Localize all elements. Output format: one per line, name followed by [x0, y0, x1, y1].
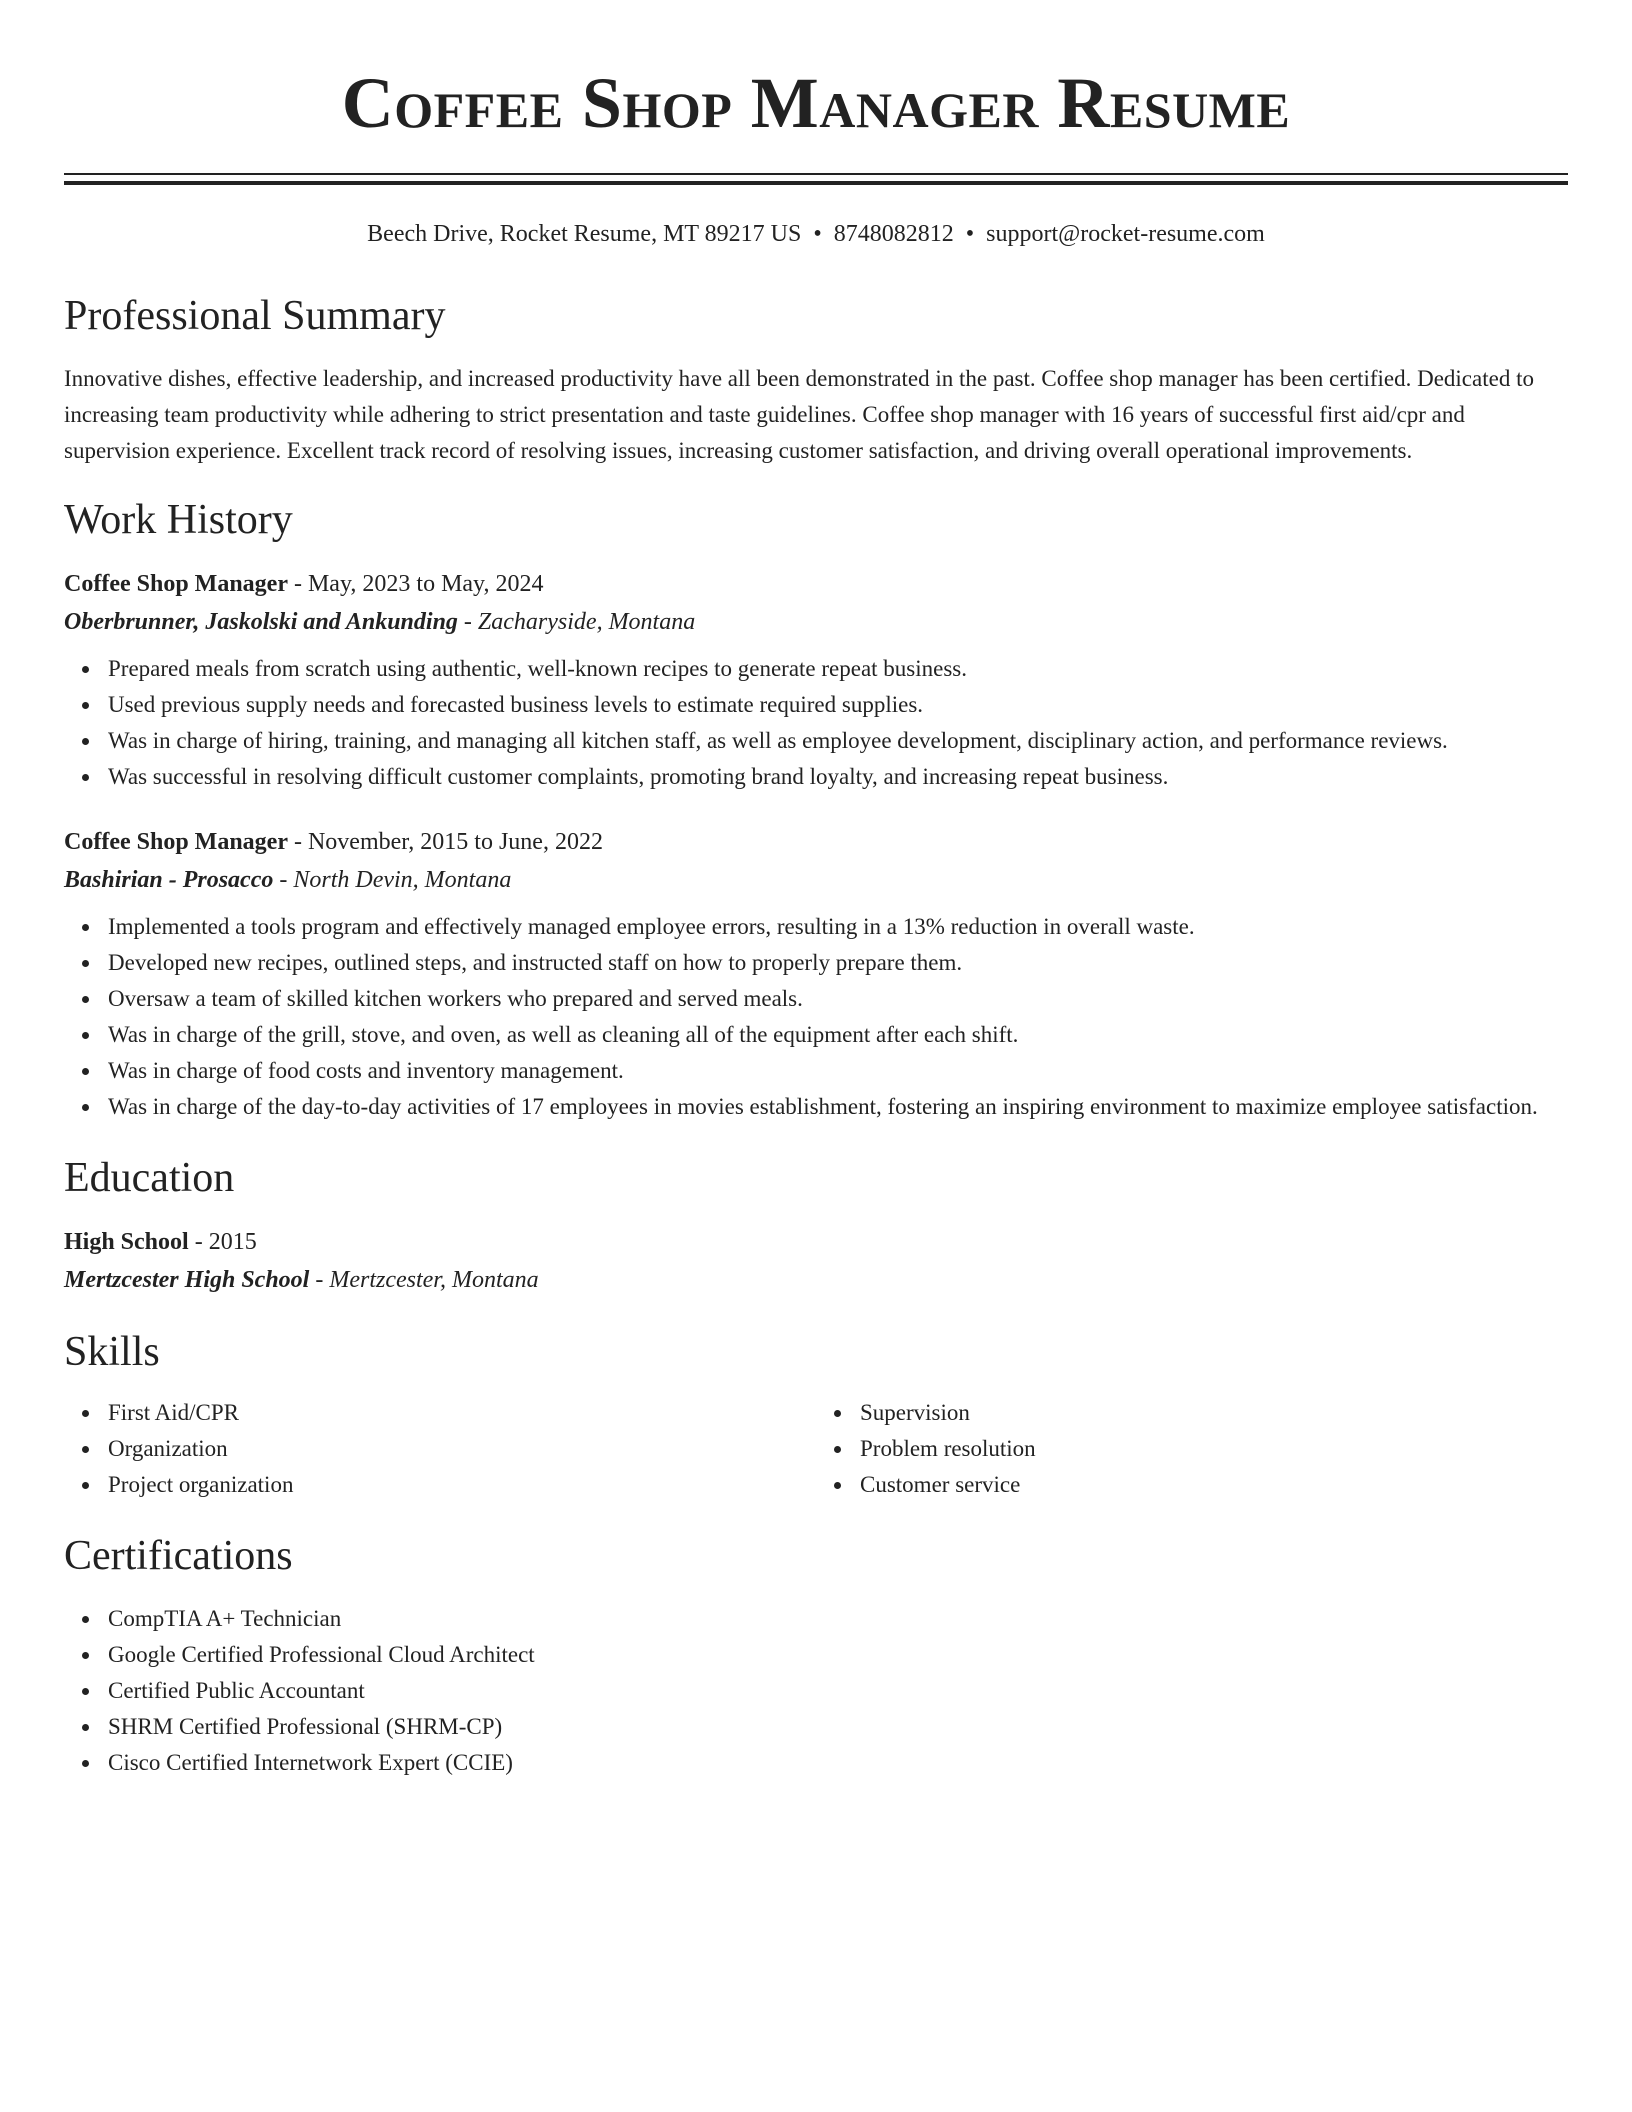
list-item: Oversaw a team of skilled kitchen workers who prepared and served meals. [108, 981, 1568, 1017]
job-entry [64, 567, 1568, 795]
job-title: Coffee Shop Manager [64, 829, 288, 855]
contact-email: support@rocket-resume.com [986, 221, 1265, 247]
list-item: Used previous supply needs and forecasted business levels to estimate required supplies. [108, 687, 1568, 723]
list-item: Was in charge of the grill, stove, and oven, as well as cleaning all of the equipment after each shift. [108, 1017, 1568, 1053]
job-dates: - May, 2023 to May, 2024 [293, 571, 544, 597]
job-location: - North Devin, Montana [279, 867, 512, 893]
contact-address: Beech Drive, Rocket Resume, MT 89217 US [367, 221, 802, 247]
contact-separator: • [813, 221, 822, 247]
contact-separator: • [965, 221, 975, 247]
title-rule-bottom [64, 181, 1568, 185]
list-item: Was successful in resolving difficult customer complaints, promoting brand loyalty, and increasing repeat business. [108, 759, 1568, 795]
resume-title: Coffee Shop Manager Resume [341, 63, 1291, 143]
job-title: Coffee Shop Manager [64, 571, 288, 597]
education-location: - Mertzcester, Montana [315, 1267, 539, 1293]
list-item: Problem resolution [860, 1431, 1568, 1467]
list-item: Was in charge of food costs and inventory management. [108, 1053, 1568, 1089]
education-year: - 2015 [194, 1229, 257, 1255]
skills-list-right [816, 1395, 1568, 1503]
education-degree-line [64, 1225, 1568, 1259]
list-item: SHRM Certified Professional (SHRM-CP) [108, 1709, 1568, 1745]
job-dates: - November, 2015 to June, 2022 [293, 829, 603, 855]
job-title-line [64, 567, 1568, 601]
list-item: Customer service [860, 1467, 1568, 1503]
list-item: Prepared meals from scratch using authentic, well-known recipes to generate repeat business. [108, 651, 1568, 687]
contact-phone: 8748082812 [833, 221, 954, 247]
job-entry [64, 825, 1568, 1125]
list-item: First Aid/CPR [108, 1395, 816, 1431]
section-heading-education: Education [64, 1155, 235, 1201]
education-school: Mertzcester High School [64, 1267, 310, 1293]
list-item: Was in charge of hiring, training, and managing all kitchen staff, as well as employee development, disciplinary action, and performance reviews. [108, 723, 1568, 759]
section-heading-work: Work History [64, 497, 293, 543]
job-bullet-list [64, 909, 1568, 1125]
list-item: Cisco Certified Internetwork Expert (CCIE) [108, 1745, 1568, 1781]
education-degree: High School [64, 1229, 189, 1255]
list-item: Implemented a tools program and effectively managed employee errors, resulting in a 13% reduction in overall waste. [108, 909, 1568, 945]
section-heading-skills: Skills [64, 1329, 160, 1375]
summary-text: Innovative dishes, effective leadership, and increased productivity have all been demonstrated in the past. Coffee shop manager has been certified. Dedicated to increasing team productivity while adhering to strict presentation and taste guidelines. Coffee shop manager with 16 years of successful first aid/cpr and supervision experience. Excellent track record of resolving issues, increasing customer satisfaction, and driving overall operational improvements. [64, 366, 1534, 463]
education-school-line [64, 1263, 1568, 1297]
job-bullet-list [64, 651, 1568, 795]
list-item: Developed new recipes, outlined steps, and instructed staff on how to properly prepare them. [108, 945, 1568, 981]
list-item: Organization [108, 1431, 816, 1467]
job-location: - Zacharyside, Montana [463, 609, 696, 635]
list-item: Supervision [860, 1395, 1568, 1431]
job-title-line [64, 825, 1568, 859]
list-item: Was in charge of the day-to-day activities of 17 employees in movies establishment, fostering an inspiring environment to maximize employee satisfaction. [108, 1089, 1568, 1125]
job-company-line [64, 605, 1568, 639]
job-company: Bashirian - Prosacco [64, 867, 274, 893]
skills-columns [64, 1395, 1568, 1503]
title-rule-top [64, 173, 1568, 175]
skills-list-left [64, 1395, 816, 1503]
list-item: Google Certified Professional Cloud Architect [108, 1637, 1568, 1673]
job-company: Oberbrunner, Jaskolski and Ankunding [64, 609, 458, 635]
list-item: Certified Public Accountant [108, 1673, 1568, 1709]
list-item: Project organization [108, 1467, 816, 1503]
contact-line [64, 219, 1568, 249]
section-heading-certifications: Certifications [64, 1533, 293, 1579]
list-item: CompTIA A+ Technician [108, 1601, 1568, 1637]
job-company-line [64, 863, 1568, 897]
certifications-list [64, 1601, 1568, 1781]
section-heading-summary: Professional Summary [64, 293, 446, 339]
